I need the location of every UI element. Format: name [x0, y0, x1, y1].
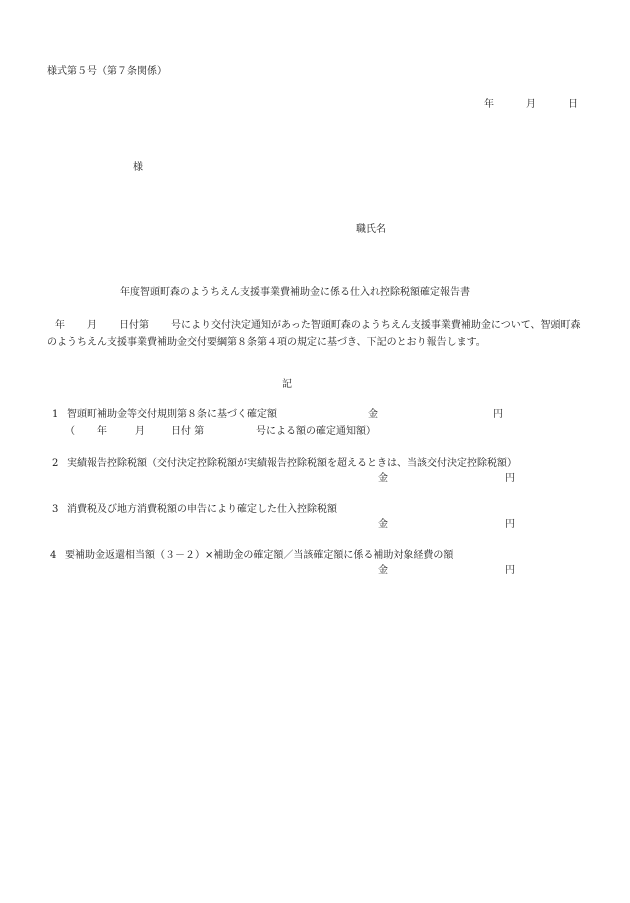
item-1-sub-rest: 号による額の確定通知額） — [256, 426, 376, 437]
addressee-suffix: 様 — [133, 162, 143, 173]
sender-name-label: 職氏名 — [356, 224, 386, 235]
item-4-label: 要補助金返還相当額（３－２）×補助金の確定額／当該確定額に係る補助対象経費の額 — [65, 550, 454, 561]
intro-text: 号により交付決定通知があった智頭町森のようちえん支援事業費補助金について、智頭町森のようちえん支援事業費補助金交付要綱第８条第４項の規定に基づき、下記のとおり報告します。 — [47, 320, 581, 348]
item-2-number: 2 — [52, 458, 59, 469]
intro-paragraph — [47, 317, 587, 351]
item-1-yen: 円 — [493, 409, 503, 420]
document-title: 年度智頭町森のようちえん支援事業費補助金に係る仕入れ控除税額確定報告書 — [120, 287, 470, 298]
ki-heading: 記 — [282, 379, 292, 390]
intro-month: 月 — [87, 320, 97, 331]
item-2-kin: 金 — [378, 473, 388, 484]
item-1-sub-open: （ — [65, 426, 75, 437]
item-1-label: 智頭町補助金等交付規則第８条に基づく確定額 — [67, 409, 277, 420]
item-1-sub-year: 年 — [97, 426, 107, 437]
item-2-label: 実績報告控除税額（交付決定控除税額が実績報告控除税額を超えるときは、当該交付決定控除税額） — [67, 458, 517, 469]
date-day-label: 日 — [568, 99, 578, 110]
item-3-yen: 円 — [505, 519, 515, 530]
item-4-yen: 円 — [505, 565, 515, 576]
item-2-yen: 円 — [505, 473, 515, 484]
item-1-number: 1 — [52, 409, 59, 420]
item-4-kin: 金 — [378, 565, 388, 576]
item-4-number: 4 — [50, 550, 57, 561]
item-3-number: 3 — [52, 504, 59, 515]
date-year-label: 年 — [484, 99, 494, 110]
intro-day-ref: 日付第 — [119, 320, 149, 331]
date-month-label: 月 — [526, 99, 536, 110]
intro-year: 年 — [55, 320, 65, 331]
item-3-label: 消費税及び地方消費税額の申告により確定した仕入控除税額 — [67, 504, 337, 515]
item-3-kin: 金 — [378, 519, 388, 530]
item-1-kin: 金 — [368, 409, 378, 420]
item-1-sub-month: 月 — [135, 426, 145, 437]
item-1-sub-day-ref: 日付 第 — [171, 426, 205, 437]
form-number: 様式第５号（第７条関係） — [47, 66, 167, 77]
